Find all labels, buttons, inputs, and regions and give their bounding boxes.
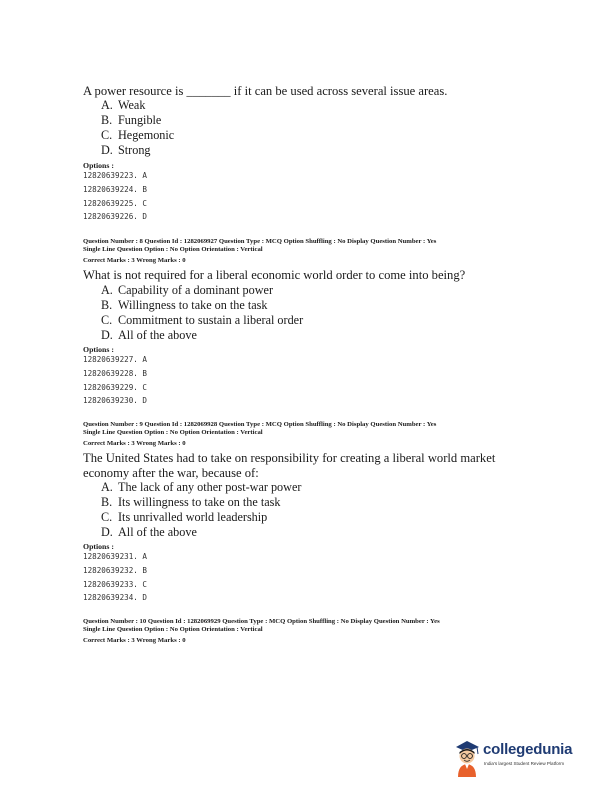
q7-options-heading: Options :: [83, 161, 114, 170]
q8-option-d: D. All of the above: [101, 328, 197, 342]
q9-option-b: B. Its willingness to take on the task: [101, 495, 281, 509]
q7-option-a: A. Weak: [101, 98, 146, 112]
q9-meta: Question Number : 9 Question Id : 1282069928 Question Type : MCQ Option Shuffling : No Display Question Number : Yes Single Line Question Option : No Option Orientation : Vertical Correct Marks : 3 Wrong Marks : 0: [83, 421, 437, 447]
option-id: 12820639231. A: [83, 552, 148, 561]
q9-question-text: The United States had to take on responsibility for creating a liberal world market economy after the war, because of:: [83, 451, 496, 480]
collegedunia-logo: [452, 739, 582, 779]
option-id: 12820639234. D: [83, 593, 148, 603]
logo-wordmark: collegedunia: [483, 741, 573, 758]
q10-meta: Question Number : 10 Question Id : 1282069929 Question Type : MCQ Option Shuffling : No Display Question Number : Yes Single Line Question Option : No Option Orientation : Vertical Correct Marks : 3 Wrong Marks : 0: [83, 618, 440, 644]
option-id: 12820639223. A: [83, 171, 148, 180]
q7-option-ids: [83, 169, 147, 224]
logo-tagline: India's largest Student Review Platform: [484, 761, 565, 766]
q7-option-c: C. Hegemonic: [101, 128, 175, 142]
q9-option-d: D. All of the above: [101, 525, 197, 539]
q8-options: [101, 283, 303, 343]
q9-options: [101, 480, 301, 540]
option-id: 12820639233. C: [83, 579, 148, 589]
option-id: 12820639224. B: [83, 184, 148, 194]
option-id: 12820639230. D: [83, 396, 148, 406]
q9-option-c: C. Its unrivalled world leadership: [101, 510, 268, 524]
q8-option-ids: [83, 353, 147, 408]
q7-option-b: B. Fungible: [101, 113, 162, 127]
q8-options-heading: Options :: [83, 345, 114, 354]
q9-option-a: A. The lack of any other post-war power: [101, 480, 302, 494]
q8-option-a: A. Capability of a dominant power: [101, 283, 274, 297]
mascot-icon: [452, 739, 482, 779]
q8-option-c: C. Commitment to sustain a liberal order: [101, 313, 304, 327]
q7-question-text: A power resource is _______ if it can be used across several issue areas.: [83, 84, 448, 98]
q9-options-heading: Options :: [83, 542, 114, 551]
option-id: 12820639228. B: [83, 368, 148, 378]
q9-option-ids: [83, 550, 147, 605]
option-id: 12820639229. C: [83, 382, 148, 392]
q8-meta: Question Number : 8 Question Id : 1282069927 Question Type : MCQ Option Shuffling : No Display Question Number : Yes Single Line Question Option : No Option Orientation : Vertical Correct Marks : 3 Wrong Marks : 0: [83, 238, 437, 264]
option-id: 12820639226. D: [83, 212, 148, 222]
q7-options: [101, 98, 174, 158]
q8-option-b: B. Willingness to take on the task: [101, 298, 268, 312]
option-id: 12820639227. A: [83, 355, 148, 364]
option-id: 12820639225. C: [83, 198, 148, 208]
q8-question-text: What is not required for a liberal economic world order to come into being?: [83, 268, 466, 282]
option-id: 12820639232. B: [83, 565, 148, 575]
q7-option-d: D. Strong: [101, 143, 151, 157]
